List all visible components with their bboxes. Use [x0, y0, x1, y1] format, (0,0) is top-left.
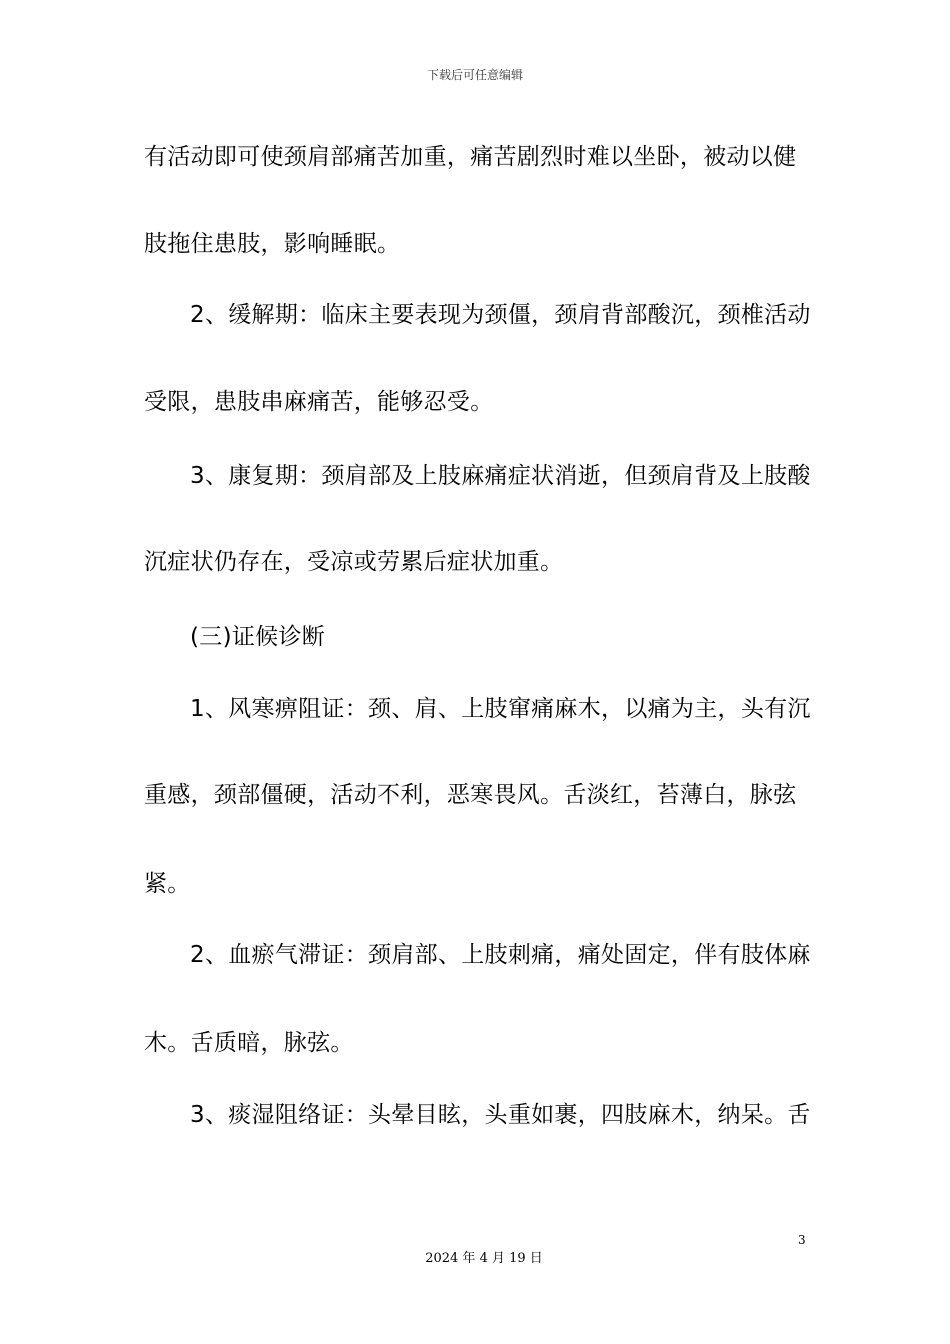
body-line: 沉症状仍存在，受凉或劳累后症状加重。 — [144, 549, 564, 575]
body-line: 紧。 — [144, 871, 191, 897]
body-line: 3、康复期：颈肩部及上肢麻痛症状消逝，但颈肩背及上肢酸 — [190, 463, 811, 489]
body-line: 2、缓解期：临床主要表现为颈僵，颈肩背部酸沉，颈椎活动 — [190, 302, 811, 328]
section-heading: (三)证候诊断 — [190, 624, 326, 650]
body-line: 重感，颈部僵硬，活动不利，恶寒畏风。舌淡红，苔薄白，脉弦 — [144, 782, 797, 808]
footer-date: 2024 年 4 月 19 日 — [425, 1251, 543, 1266]
body-line: 木。舌质暗，脉弦。 — [144, 1030, 354, 1056]
body-line: 3、痰湿阻络证：头晕目眩，头重如裹，四肢麻木，纳呆。舌 — [190, 1102, 811, 1128]
body-line: 肢拖住患肢，影响睡眠。 — [144, 231, 401, 257]
body-line: 1、风寒痹阻证：颈、肩、上肢窜痛麻木，以痛为主，头有沉 — [190, 696, 811, 722]
page-header: 下载后可任意编辑 — [426, 68, 523, 82]
page-number: 3 — [798, 1233, 806, 1247]
body-line: 受限，患肢串麻痛苦，能够忍受。 — [144, 389, 494, 415]
body-line: 有活动即可使颈肩部痛苦加重，痛苦剧烈时难以坐卧，被动以健 — [144, 144, 797, 170]
body-line: 2、血瘀气滞证：颈肩部、上肢刺痛，痛处固定，伴有肢体麻 — [190, 942, 811, 968]
